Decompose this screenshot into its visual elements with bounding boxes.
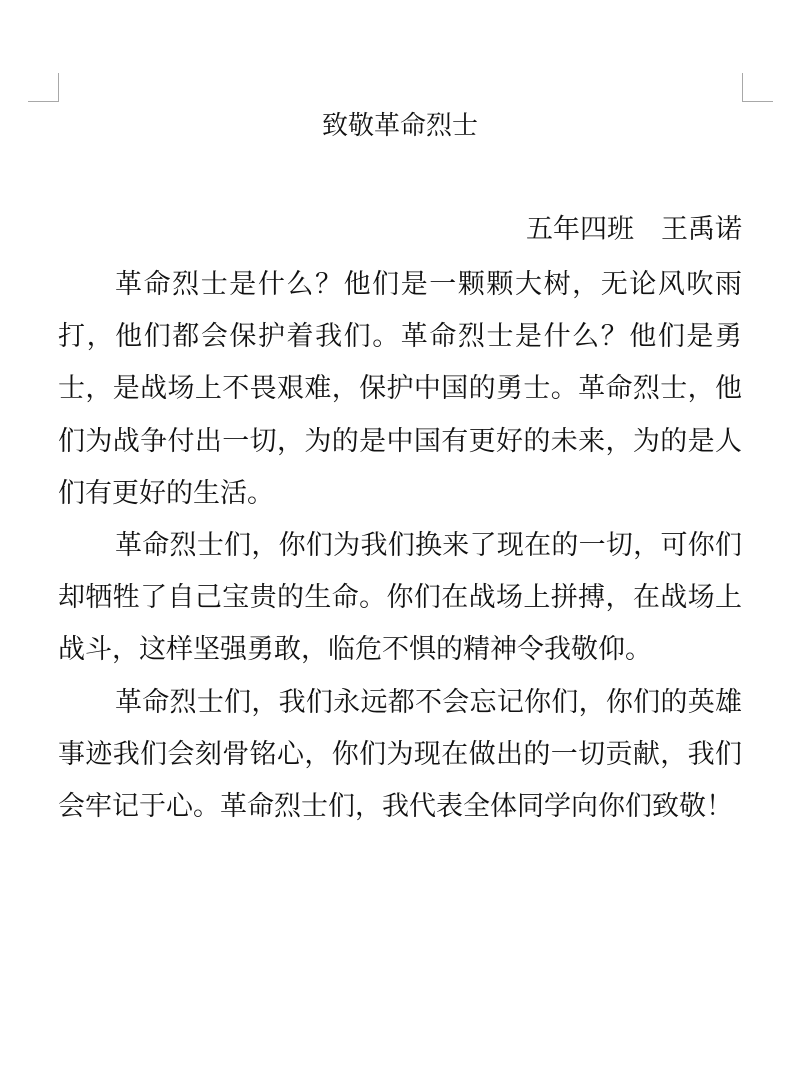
- author-line: 五年四班 王禹诺: [526, 214, 742, 245]
- paragraph-3: 革命烈士们，我们永远都不会忘记你们，你们的英雄事迹我们会刻骨铭心，你们为现在做出的一切贡献，我们会牢记于心。革命烈士们，我代表全体同学向你们致敬！: [58, 686, 742, 823]
- paragraph-1: 革命烈士是什么？他们是一颗颗大树，无论风吹雨打，他们都会保护着我们。革命烈士是什么？他们是勇士，是战场上不畏艰难，保护中国的勇士。革命烈士，他们为战争付出一切，为的是中国有更好的未来，为的是人们有更好的生活。: [58, 269, 742, 509]
- paragraph-2: 革命烈士们，你们为我们换来了现在的一切，可你们却牺牲了自己宝贵的生命。你们在战场上拼搏，在战场上战斗，这样坚强勇敢，临危不惧的精神令我敬仰。: [58, 530, 742, 666]
- document-body: [58, 259, 742, 833]
- top-left-margin-mark: [28, 73, 59, 102]
- document-title: 致敬革命烈士: [321, 111, 478, 141]
- top-right-margin-mark: [742, 73, 773, 102]
